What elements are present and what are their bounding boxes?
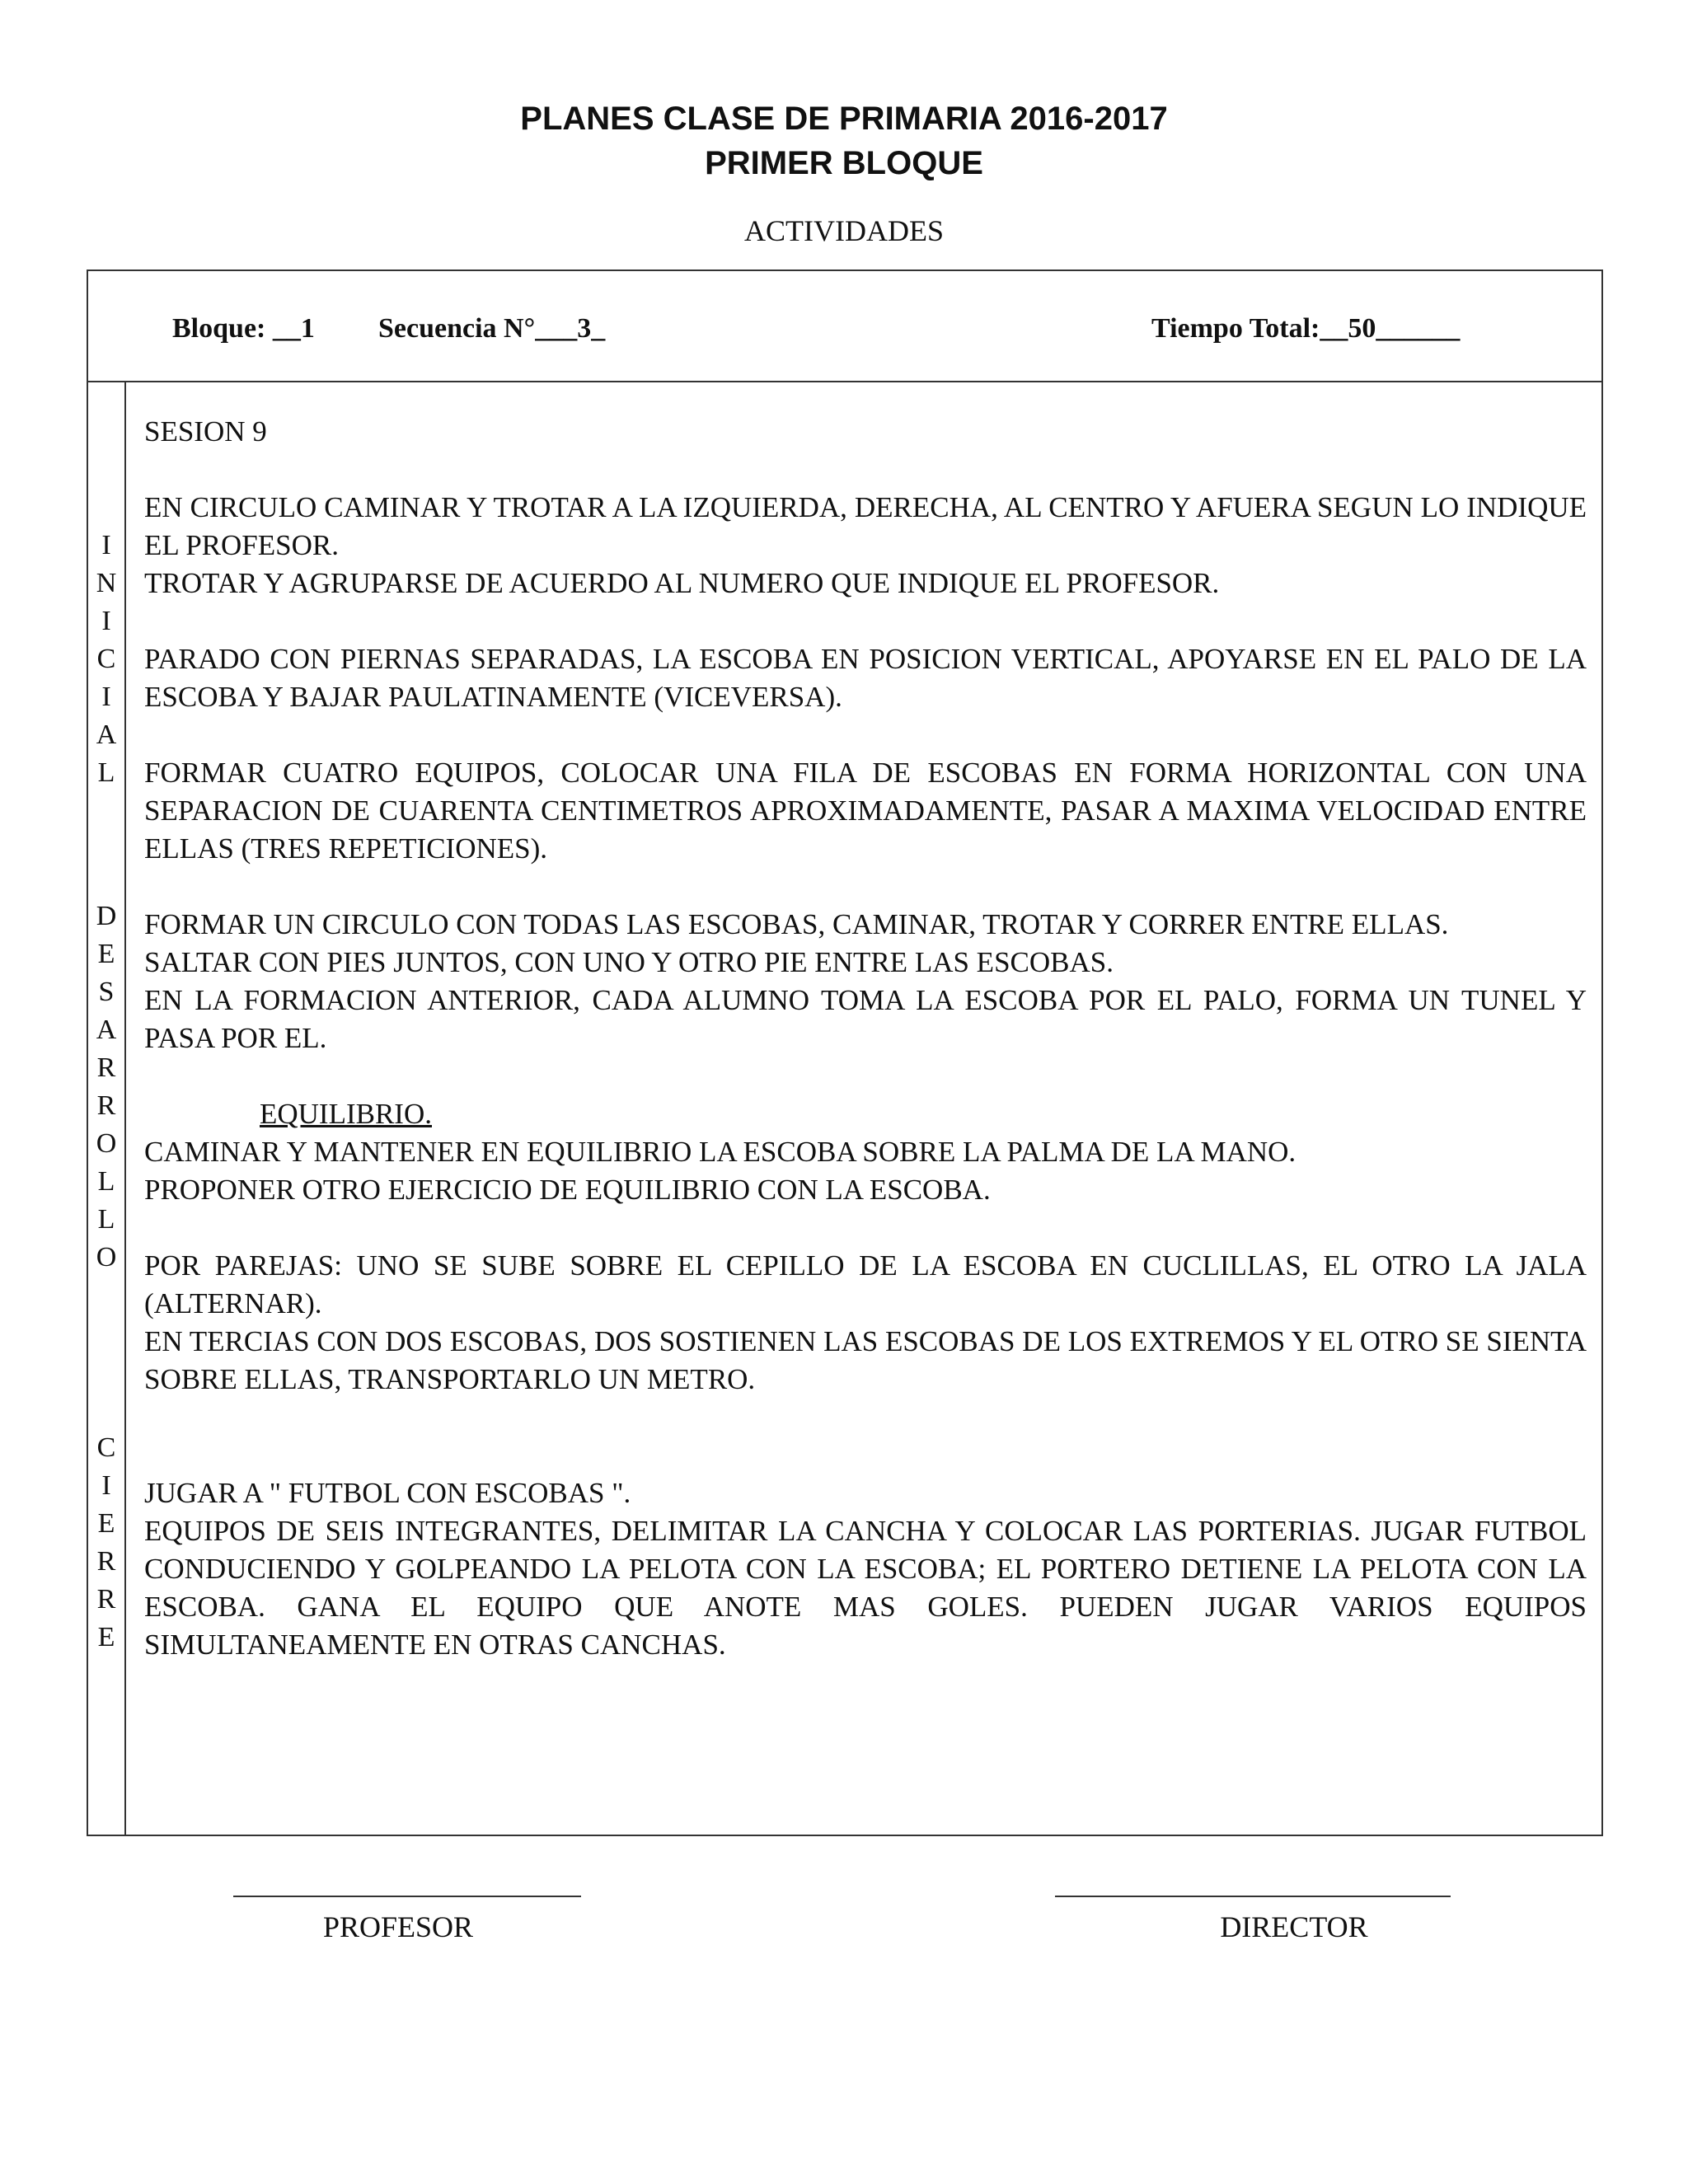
tiempo-total-field: Tiempo Total:__50______ (1151, 313, 1461, 344)
document-title: PLANES CLASE DE PRIMARIA 2016-2017 (520, 101, 1168, 137)
activities-table (87, 269, 1603, 1836)
letter: C (96, 1432, 116, 1463)
letter: I (101, 682, 111, 712)
equilibrio-heading: EQUILIBRIO. (260, 1098, 432, 1130)
letter: I (101, 1470, 111, 1501)
section-label-actividades: ACTIVIDADES (744, 214, 944, 247)
activity-paragraph: PROPONER OTRO EJERCICIO DE EQUILIBRIO CON LA ESCOBA. (144, 1174, 991, 1206)
letter: R (96, 1090, 116, 1121)
letter: L (97, 757, 115, 788)
letter: A (96, 1015, 117, 1045)
letter: L (97, 1204, 115, 1235)
activity-paragraph: PARADO CON PIERNAS SEPARADAS, LA ESCOBA EN POSICION VERTICAL, APOYARSE EN EL PALO DE LA ESCOBA Y BAJAR PAULATINAMENTE (VICEVERSA). (144, 643, 1587, 713)
activity-paragraph: FORMAR CUATRO EQUIPOS, COLOCAR UNA FILA DE ESCOBAS EN FORMA HORIZONTAL CON UNA SEPARACION DE CUARENTA CENTIMETROS APROXIMADAMENTE, PASAR A MAXIMA VELOCIDAD ENTRE ELLAS (TRES REPETICIONES). (144, 757, 1587, 865)
letter: O (96, 1128, 117, 1159)
activity-paragraph: POR PAREJAS: UNO SE SUBE SOBRE EL CEPILLO DE LA ESCOBA EN CUCLILLAS, EL OTRO LA JALA (ALTERNAR). (144, 1249, 1587, 1319)
director-signature-line (1055, 1896, 1451, 1897)
vertical-label-inicial (88, 527, 124, 792)
letter: L (97, 1166, 115, 1197)
secuencia-field: Secuencia N°___3_ (378, 313, 606, 344)
vertical-label-desarrollo (88, 898, 124, 1277)
letter: O (96, 1242, 117, 1272)
letter: S (98, 977, 115, 1007)
activity-paragraph: CAMINAR Y MANTENER EN EQUILIBRIO LA ESCOBA SOBRE LA PALMA DE LA MANO. (144, 1136, 1296, 1168)
profesor-signature-line (233, 1896, 581, 1897)
activity-paragraph: SALTAR CON PIES JUNTOS, CON UNO Y OTRO PIE ENTRE LAS ESCOBAS. (144, 946, 1114, 978)
letter: E (97, 1508, 115, 1539)
document-subtitle-bloque: PRIMER BLOQUE (705, 145, 983, 181)
session-heading: SESION 9 (144, 415, 267, 448)
info-row (88, 271, 1601, 382)
activity-paragraph: TROTAR Y AGRUPARSE DE ACUERDO AL NUMERO QUE INDIQUE EL PROFESOR. (144, 567, 1220, 599)
vertical-label-cierre (88, 1429, 124, 1657)
letter: R (96, 1546, 116, 1577)
letter: A (96, 719, 117, 750)
letter: R (96, 1052, 116, 1083)
letter: D (96, 901, 117, 931)
bloque-field: Bloque: __1 (172, 313, 315, 344)
activity-paragraph: EQUIPOS DE SEIS INTEGRANTES, DELIMITAR LA CANCHA Y COLOCAR LAS PORTERIAS. JUGAR FUTBOL CONDUCIENDO Y GOLPEANDO LA PELOTA CON LA ESCOBA; EL PORTERO DETIENE LA PELOTA CON LA ESCOBA. GANA EL EQUIPO QUE ANOTE MAS GOLES. PUEDEN JUGAR VARIOS EQUIPOS SIMULTANEAMENTE EN OTRAS CANCHAS. (144, 1515, 1587, 1661)
activities-content (144, 413, 1587, 1664)
letter: C (96, 644, 116, 674)
letter: E (97, 939, 115, 969)
activity-paragraph: EN TERCIAS CON DOS ESCOBAS, DOS SOSTIENEN LAS ESCOBAS DE LOS EXTREMOS Y EL OTRO SE SIENTA SOBRE ELLAS, TRANSPORTARLO UN METRO. (144, 1325, 1587, 1395)
letter: I (101, 606, 111, 636)
director-signature-label: DIRECTOR (1220, 1910, 1368, 1943)
phase-label-column (88, 382, 126, 1835)
activity-paragraph: EN CIRCULO CAMINAR Y TROTAR A LA IZQUIERDA, DERECHA, AL CENTRO Y AFUERA SEGUN LO INDIQUE EL PROFESOR. (144, 491, 1587, 561)
profesor-signature-label: PROFESOR (322, 1910, 474, 1943)
activity-paragraph: JUGAR A " FUTBOL CON ESCOBAS ". (144, 1477, 631, 1509)
activity-paragraph: EN LA FORMACION ANTERIOR, CADA ALUMNO TOMA LA ESCOBA POR EL PALO, FORMA UN TUNEL Y PASA POR EL. (144, 984, 1587, 1054)
letter: N (96, 568, 117, 598)
activity-paragraph: FORMAR UN CIRCULO CON TODAS LAS ESCOBAS, CAMINAR, TROTAR Y CORRER ENTRE ELLAS. (144, 908, 1449, 940)
letter: R (96, 1584, 116, 1615)
letter: I (101, 530, 111, 560)
letter: E (97, 1622, 115, 1652)
